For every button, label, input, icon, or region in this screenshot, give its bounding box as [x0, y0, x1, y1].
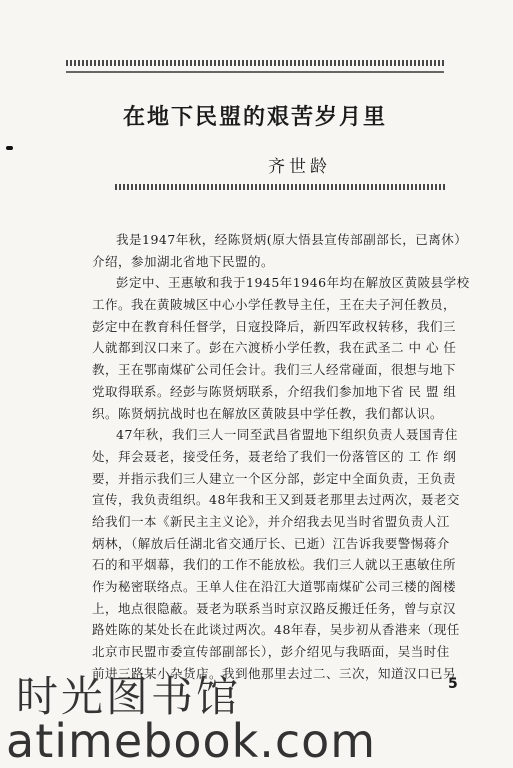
body-line: 工作。我在黄陂城区中心小学任教导主任，王在夫子河任教员， [92, 297, 457, 313]
body-line: 介绍，参加湖北省地下民盟的。 [92, 253, 275, 269]
body-line: 作为秘密联络点。王单人住在沿江大道鄂南煤矿公司三楼的阁楼 [92, 579, 457, 594]
body-line: 北京市民盟市委宣传部副部长），彭介绍见与我晤面，吴当时住 [92, 644, 450, 660]
body-line: 上，地点很隐蔽。聂老为联系当时京汉路反搬迁任务，曾与京汉 [92, 600, 457, 616]
page-number: 5 [448, 676, 458, 692]
watermark-chinese: 时光图书馆 [16, 672, 242, 721]
body-line: 路姓陈的某处长在此谈过两次。48年春，吴步初从香港来（现任 [92, 622, 460, 638]
watermark-url: atimebook.com [6, 714, 377, 768]
author-name: 齐世龄 [268, 157, 331, 177]
body-line: 给我们一本《新民主主义论》，并介绍我去见当时省盟负责人江 [92, 513, 450, 529]
body-line: 47年秋，我们三人一同至武昌省盟地下组织负责人聂国青住 [116, 427, 458, 443]
article-title: 在地下民盟的艰苦岁月里 [122, 105, 387, 130]
top-thin-rule [66, 71, 444, 73]
body-line: 炳林，（解放后任湖北省交通厅长、已逝）江告诉我要警惕蒋介 [92, 535, 450, 551]
body-line: 党取得联系。经彭与陈贤炳联系，介绍我们参加地下省 民 盟 组 [92, 383, 457, 399]
body-line: 要，并指示我们三人建立一个区分部，彭定中全面负责，王负责 [92, 470, 457, 486]
body-line: 教，王在鄂南煤矿公司任会计。我们三人经常碰面，很想与地下 [92, 362, 457, 378]
top-decorative-rule [66, 60, 444, 66]
body-text [92, 229, 490, 684]
body-line: 石的和平烟幕，我们的工作不能放松。我们三人就以王惠敏住所 [92, 557, 457, 573]
body-line: 彭定中在教育科任督学，日寇投降后，新四军政权转移，我们三 [92, 318, 457, 334]
title-decorative-rule [115, 184, 445, 190]
body-line: 处，拜会聂老，接受任务，聂老给了我们一份落管区的 工 作 纲 [92, 448, 457, 464]
body-line: 织。陈贤炳抗战时也在解放区黄陂县中学任教，我们都认识。 [92, 405, 444, 421]
body-line: 宣传，我负责组织。48年我和王又到聂老那里去过两次，聂老交 [92, 492, 460, 508]
margin-mark [6, 146, 13, 150]
body-line: 前进三路某小杂货店。我到他那里去过二、三次，知道汉口已另 [92, 665, 457, 681]
body-line: 彭定中、王惠敏和我于1945年1946年均在解放区黄陂县学校 [116, 275, 470, 291]
body-line: 人就都到汉口来了。彭在六渡桥小学任教，我在武圣二 中 心 任 [92, 340, 457, 356]
body-line: 我是1947年秋，经陈贤炳(原大悟县宣传部副部长，已离休） [116, 232, 468, 247]
